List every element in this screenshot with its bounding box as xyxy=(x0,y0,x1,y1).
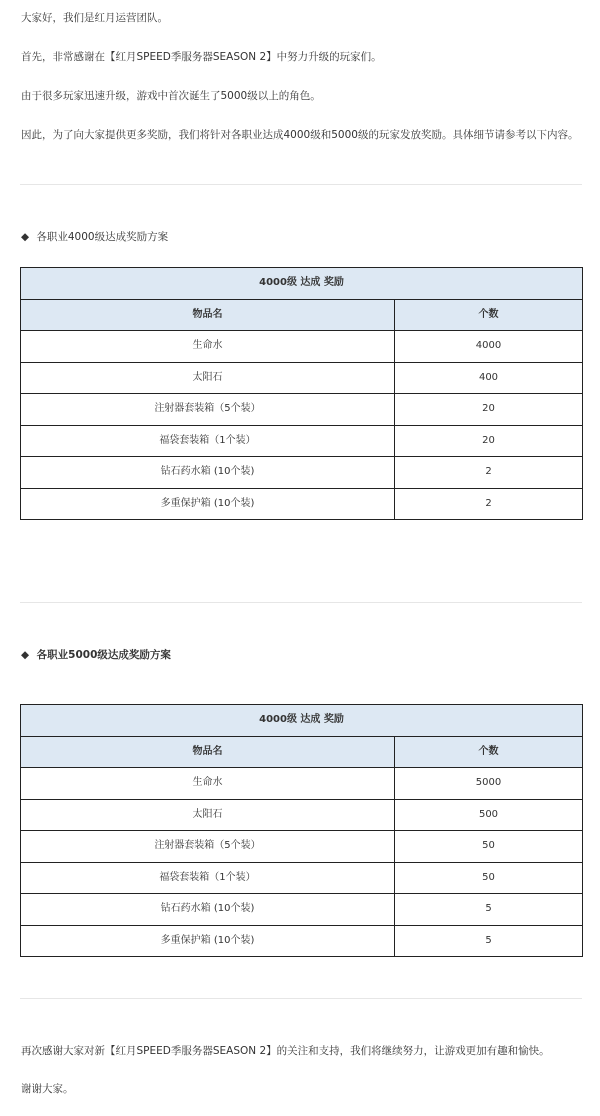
table-row xyxy=(21,799,583,831)
item-count: 5000 xyxy=(395,768,583,800)
table-row xyxy=(21,894,583,926)
intro-greeting: 大家好，我们是红月运营团队。 xyxy=(21,12,168,24)
reward-table-5000 xyxy=(20,704,583,957)
item-count: 2 xyxy=(395,488,583,520)
item-name: 福袋套装箱（1个装） xyxy=(21,425,395,457)
column-header-item: 物品名 xyxy=(21,299,395,331)
table-row xyxy=(21,394,583,426)
table-row xyxy=(21,488,583,520)
table-title: 4000级 达成 奖励 xyxy=(21,705,583,737)
column-header-item: 物品名 xyxy=(21,736,395,768)
item-name: 钻石药水箱 (10个装) xyxy=(21,457,395,489)
item-count: 50 xyxy=(395,862,583,894)
column-header-count: 个数 xyxy=(395,736,583,768)
intro-reward-notice: 因此，为了向大家提供更多奖励，我们将针对各职业达成4000级和5000级的玩家发放奖励。具体细节请参考以下内容。 xyxy=(21,129,579,141)
item-name: 注射器套装箱（5个装） xyxy=(21,831,395,863)
item-name: 注射器套装箱（5个装） xyxy=(21,394,395,426)
item-name: 生命水 xyxy=(21,331,395,363)
item-count: 500 xyxy=(395,799,583,831)
table-row xyxy=(21,862,583,894)
table-row xyxy=(21,831,583,863)
section-title-4000 xyxy=(21,229,168,245)
item-name: 多重保护箱 (10个装) xyxy=(21,488,395,520)
divider xyxy=(20,184,582,185)
table-row xyxy=(21,768,583,800)
section-title-text: 各职业5000级达成奖励方案 xyxy=(36,649,171,661)
item-count: 2 xyxy=(395,457,583,489)
item-name: 生命水 xyxy=(21,768,395,800)
item-name: 太阳石 xyxy=(21,799,395,831)
reward-table-4000 xyxy=(20,267,583,520)
outro-thanks: 再次感谢大家对新【红月SPEED季服务器SEASON 2】的关注和支持，我们将继续努力，让游戏更加有趣和愉快。 xyxy=(21,1045,550,1057)
divider xyxy=(20,602,582,603)
item-name: 多重保护箱 (10个装) xyxy=(21,925,395,957)
diamond-bullet-icon: ◆ xyxy=(21,649,30,661)
item-count: 20 xyxy=(395,394,583,426)
divider xyxy=(20,998,582,999)
item-name: 太阳石 xyxy=(21,362,395,394)
table-row xyxy=(21,362,583,394)
intro-thanks: 首先，非常感谢在【红月SPEED季服务器SEASON 2】中努力升级的玩家们。 xyxy=(21,51,382,63)
table-title: 4000级 达成 奖励 xyxy=(21,268,583,300)
item-count: 50 xyxy=(395,831,583,863)
table-row xyxy=(21,457,583,489)
item-name: 福袋套装箱（1个装） xyxy=(21,862,395,894)
item-count: 4000 xyxy=(395,331,583,363)
item-count: 5 xyxy=(395,894,583,926)
intro-milestone: 由于很多玩家迅速升级，游戏中首次诞生了5000级以上的角色。 xyxy=(21,90,321,102)
section-title-5000 xyxy=(21,647,171,663)
item-count: 20 xyxy=(395,425,583,457)
section-title-text: 各职业4000级达成奖励方案 xyxy=(36,231,169,243)
table-row xyxy=(21,331,583,363)
item-name: 钻石药水箱 (10个装) xyxy=(21,894,395,926)
diamond-bullet-icon: ◆ xyxy=(21,231,30,243)
table-row xyxy=(21,925,583,957)
outro-signoff: 谢谢大家。 xyxy=(21,1083,74,1095)
table-row xyxy=(21,425,583,457)
column-header-count: 个数 xyxy=(395,299,583,331)
item-count: 5 xyxy=(395,925,583,957)
item-count: 400 xyxy=(395,362,583,394)
